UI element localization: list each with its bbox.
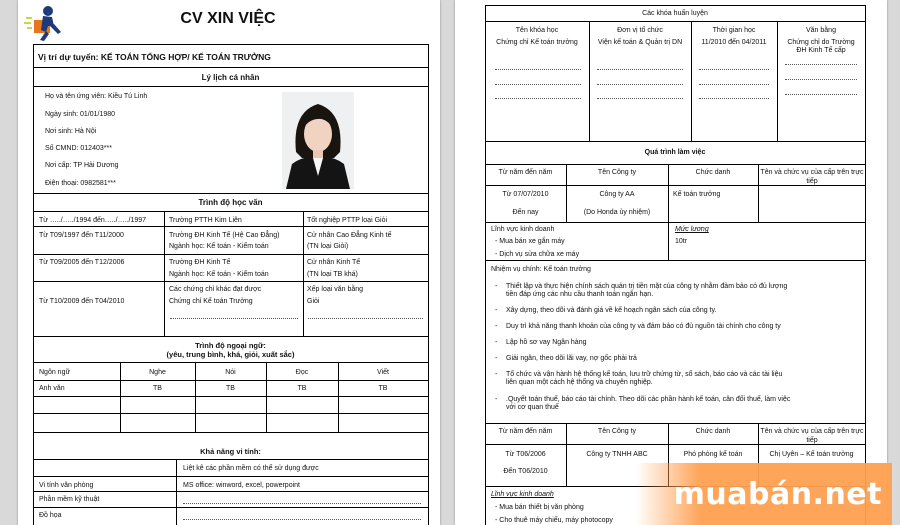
- edu-row-4-time: Từ T10/2009 đến T04/2010: [39, 298, 125, 305]
- duty-7-line1: .Quyết toán thuế, báo cáo tài chính. Theo dõi các phần hành kế toán, cân đối thuế, làm việc: [506, 396, 791, 403]
- job1-duties-label: Nhiệm vụ chính: Kế toán trưởng: [491, 266, 591, 273]
- computer-intro: Liệt kê các phần mềm có thể sử dụng được: [183, 465, 319, 472]
- applicant-name: Họ và tên ứng viên: Kiều Tú Linh: [45, 93, 148, 100]
- job1-salary-label: Mức lương: [675, 226, 709, 233]
- bullet-icon: -: [495, 283, 498, 290]
- cv-title: CV XIN VIỆC: [180, 10, 276, 27]
- lang-header-listening: Nghe: [149, 369, 166, 376]
- duty-4: Lập hồ sơ vay Ngân hàng: [506, 339, 587, 346]
- office-skill-label: Vi tính văn phòng: [39, 482, 94, 489]
- course-header-name: Tên khóa học: [515, 27, 559, 34]
- work-header-supervisor: Tên và chức vụ của cấp trên trực tiếp: [760, 169, 864, 185]
- job1-salary: 10tr: [675, 238, 688, 245]
- bullet-icon: -: [495, 396, 498, 403]
- edu-row-1-time: Từ …../…../1994 đến…../…../1997: [39, 217, 147, 224]
- work-header-period: Từ năm đến năm: [498, 169, 553, 176]
- edu-row-3-grade: (TN loại TB khá): [307, 271, 358, 278]
- language-section-subtitle: (yêu, trung bình, khá, giỏi, xuất sắc): [166, 350, 295, 359]
- edu-row-1-degree: Tốt nghiệp PTTP loại Giỏi: [307, 217, 388, 224]
- bullet-icon: -: [495, 355, 498, 362]
- bullet-icon: -: [495, 371, 498, 378]
- position-value: KẾ TOÁN TỔNG HỢP/ KẾ TOÁN TRƯỞNG: [100, 52, 271, 62]
- lang-header-language: Ngôn ngữ: [39, 369, 71, 376]
- job2-header-title: Chức danh: [695, 428, 731, 435]
- bullet-icon: -: [495, 339, 498, 346]
- lang-row-speaking: TB: [226, 385, 235, 392]
- job1-company-note: (Do Honda ủy nhiệm): [583, 209, 651, 216]
- duty-6-line2: liên quan một cách hệ thống và chuyên nghiệp.: [506, 379, 653, 386]
- running-person-logo-icon: [24, 4, 66, 44]
- lang-header-writing: Viết: [377, 369, 389, 376]
- birth-place: Nơi sinh: Hà Nội: [45, 128, 97, 135]
- job2-supervisor: Chị Uyên – Kế toán trưởng: [769, 451, 854, 458]
- work-header-title: Chức danh: [695, 169, 731, 176]
- job2-field-label: Lĩnh vực kinh doanh: [491, 491, 554, 498]
- course-certificate-line1: Chứng chỉ do Trường: [787, 39, 855, 46]
- course-name: Chứng chỉ Kế toán trưởng: [496, 39, 578, 46]
- office-skill-value: MS office: winword, excel, powerpoint: [183, 482, 300, 489]
- duty-3: Duy trì khả năng thanh khoản của công ty và đảm bảo có đủ nguồn tài chính cho công ty: [506, 323, 781, 330]
- edu-row-3-major: Ngành học: Kế toán - Kiểm toán: [169, 271, 269, 278]
- edu-row-3-school: Trường ĐH Kinh Tế: [169, 259, 231, 266]
- work-section-title: Quá trình làm việc: [644, 149, 706, 156]
- language-section-title: Trình độ ngoại ngữ:: [195, 341, 266, 350]
- lang-row-reading: TB: [297, 385, 307, 392]
- edu-row-3-degree: Cử nhân Kinh Tế: [307, 259, 361, 266]
- job1-title: Kế toán trưởng: [673, 191, 721, 198]
- edu-row-4-grade: Giỏi: [307, 298, 320, 305]
- id-number: Số CMND: 012403***: [45, 145, 112, 152]
- computer-section-title: Khả năng vi tính:: [200, 447, 261, 456]
- edu-row-2-degree: Cử nhân Cao Đẳng Kinh tế: [307, 232, 392, 239]
- job1-field-label: Lĩnh vực kinh doanh: [491, 226, 555, 233]
- job2-header-supervisor: Tên và chức vụ của cấp trên trực tiếp: [760, 428, 864, 444]
- edu-row-2-major: Ngành học: Kế toán - Kiểm toán: [169, 243, 269, 250]
- position-label: Vị trí dự tuyển: KẾ TOÁN TỔNG HỢP/ KẾ TOÁN TRƯỞNG: [38, 52, 271, 62]
- duty-2: Xây dựng, theo dõi và đánh giá về kế hoạch ngân sách của công ty.: [506, 307, 717, 314]
- birth-date: Ngày sinh: 01/01/1980: [45, 111, 116, 118]
- cv-page-2: [455, 0, 887, 525]
- job2-company: Công ty TNHH ABC: [586, 451, 648, 458]
- personal-section-title: Lý lịch cá nhân: [201, 73, 260, 82]
- work-header-company: Tên Công ty: [597, 169, 637, 176]
- edu-row-3-time: Từ T09/2005 đến T12/2006: [39, 259, 125, 266]
- job1-from: Từ 07/07/2010: [502, 191, 549, 198]
- course-header-time: Thời gian học: [712, 27, 756, 34]
- duty-1-line1: Thiết lập và thực hiện chính sách quản trị tiền mặt của công ty nhằm đảm bảo có đủ lượng: [506, 283, 788, 290]
- phone-number: Điện thoại: 0982581***: [45, 180, 116, 187]
- duty-1-line2: tiền đáp ứng các nhu cầu thanh toán ngắn hạn.: [506, 291, 654, 298]
- duty-7-line2: với cơ quan thuế: [506, 404, 559, 411]
- job2-from: Từ T06/2006: [505, 451, 546, 458]
- job2-header-period: Từ năm đến năm: [498, 428, 553, 435]
- job2-header-company: Tên Công ty: [597, 428, 637, 435]
- course-time: 11/2010 đến 04/2011: [701, 39, 767, 46]
- education-section-title: Trình độ học vấn: [198, 198, 263, 207]
- course-organizer: Viện kế toán & Quản trị DN: [597, 39, 683, 46]
- edu-row-4-certificate: Chứng chỉ Kế toán Trưởng: [169, 298, 253, 305]
- technical-software-label: Phần mềm kỹ thuật: [39, 496, 100, 503]
- watermark-logo: muabán.net: [636, 463, 892, 525]
- job2-field-1: - Mua bán thiết bị văn phòng: [495, 503, 584, 512]
- job1-to: Đến nay: [512, 209, 539, 216]
- job2-to: Đến T06/2010: [503, 468, 548, 475]
- lang-row-name: Anh văn: [39, 385, 65, 392]
- edu-row-4-other: Các chứng chỉ khác đạt được: [169, 286, 262, 293]
- job1-company: Công ty AA: [599, 191, 635, 198]
- lang-row-listening: TB: [153, 385, 162, 392]
- bullet-icon: -: [495, 307, 498, 314]
- graphics-label: Đồ họa: [39, 512, 62, 519]
- edu-row-4-degree: Xếp loại văn bằng: [307, 286, 364, 293]
- job2-field-2: - Cho thuê máy chiếu, máy photocopy: [495, 516, 613, 525]
- job2-title: Phó phòng kế toán: [683, 451, 743, 458]
- duty-5: Giải ngân, theo dõi lãi vay, nợ gốc phải trả: [506, 355, 637, 362]
- job1-field-1: - Mua bán xe gắn máy: [495, 237, 565, 246]
- course-certificate-line2: ĐH Kinh Tế cấp: [796, 47, 846, 54]
- course-header-organizer: Đơn vị tổ chức: [617, 27, 663, 34]
- courses-section-title: Các khóa huấn luyện: [642, 10, 708, 17]
- cv-page-1: [18, 0, 440, 525]
- duty-6-line1: Tổ chức và vận hành hệ thống kế toán, lưu trữ chứng từ, sổ sách, báo cáo và các tài liệu: [506, 371, 783, 378]
- edu-row-2-school: Trường ĐH Kinh Tế (Hệ Cao Đẳng): [169, 232, 280, 239]
- lang-header-speaking: Nói: [225, 369, 236, 376]
- bullet-icon: -: [495, 323, 498, 330]
- lang-row-writing: TB: [378, 385, 388, 392]
- edu-row-2-time: Từ T09/1997 đến T11/2000: [39, 232, 124, 239]
- job1-field-2: - Dịch vụ sửa chữa xe máy: [495, 250, 579, 259]
- applicant-photo: [282, 92, 354, 189]
- edu-row-2-grade: (TN loại Giỏi): [307, 243, 349, 250]
- lang-header-reading: Đọc: [295, 369, 309, 376]
- course-header-certificate: Văn bằng: [806, 27, 836, 34]
- issue-place: Nơi cấp: TP Hải Dương: [45, 162, 119, 169]
- edu-row-1-school: Trường PTTH Kim Liên: [169, 217, 242, 224]
